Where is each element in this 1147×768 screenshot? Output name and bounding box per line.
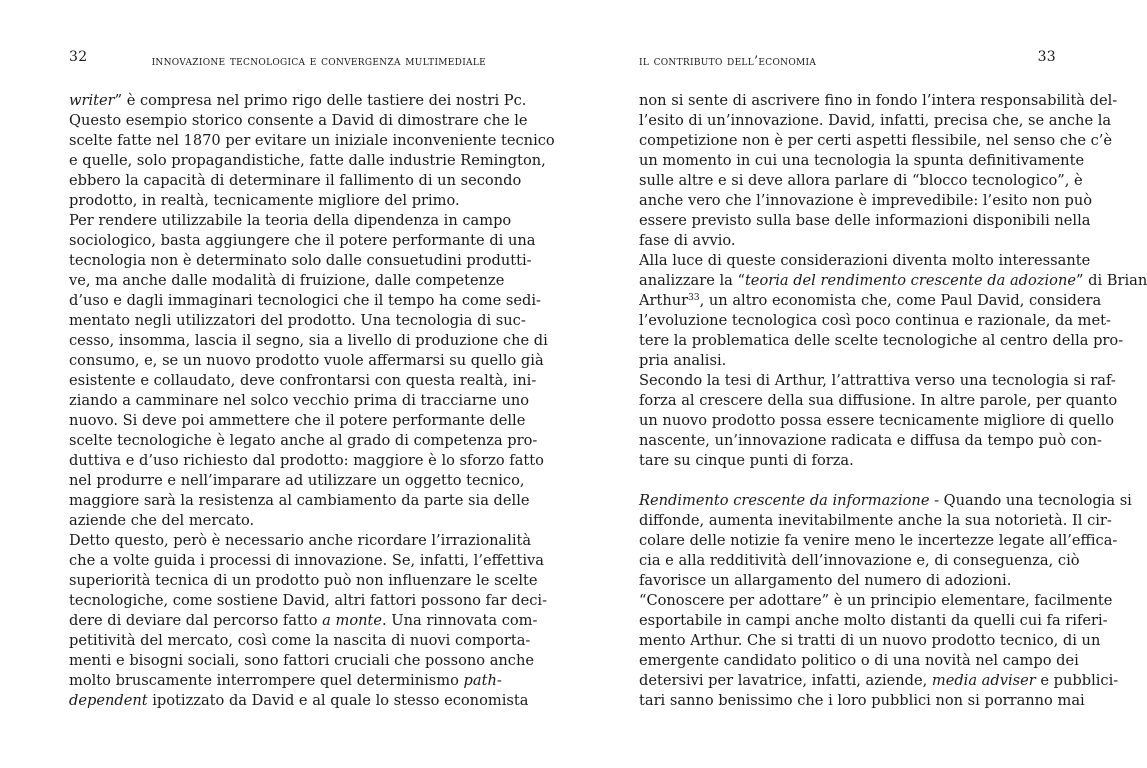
- right-text-line: Secondo la tesi di Arthur, l’attrattiva verso una tecnologia si raf-: [639, 372, 1116, 389]
- right-text-line: l’evoluzione tecnologica così poco continua e razionale, da met-: [639, 312, 1111, 329]
- right-text-line: tari sanno benissimo che i loro pubblici non si porranno mai: [639, 692, 1085, 709]
- left-page-header: [69, 50, 486, 70]
- left-text-line: Per rendere utilizzabile la teoria della dipendenza in campo: [69, 212, 512, 229]
- running-head: innovazione tecnologica e convergenza multimediale: [151, 54, 486, 69]
- right-text-line: anche vero che l’innovazione è imprevedibile: l’esito non può: [639, 192, 1093, 209]
- left-text-line: d’uso e dagli immaginari tecnologici che il tempo ha come sedi-: [69, 292, 541, 309]
- right-text-line: favorisce un allargamento del numero di adozioni.: [639, 572, 1012, 589]
- left-page: [69, 0, 555, 768]
- left-text-line: prodotto, in realtà, tecnicamente migliore del primo.: [69, 192, 460, 209]
- left-text-line: Questo esempio storico consente a David di dimostrare che le: [69, 112, 528, 129]
- right-text-line: sulle altre e si deve allora parlare di “blocco tecnologico”, è: [639, 172, 1083, 189]
- left-text-line: maggiore sarà la resistenza al cambiamento da parte sia delle: [69, 492, 530, 509]
- right-page-header: [639, 50, 1056, 70]
- left-text-line: dere di deviare dal percorso fatto a monte. Una rinnovata com-: [69, 612, 538, 629]
- left-text-line: duttiva e d’uso richiesto dal prodotto: maggiore è lo sforzo fatto: [69, 452, 544, 469]
- right-text-line: “Conoscere per adottare” è un principio elementare, facilmente: [639, 592, 1113, 609]
- right-text-line: Arthur$^{33}$, un altro economista che, come Paul David, considera: [639, 292, 1102, 309]
- right-text-line: un nuovo prodotto possa essere tecnicamente migliore di quello: [639, 412, 1115, 429]
- right-text-line: essere previsto sulla base delle informazioni disponibili nella: [639, 212, 1091, 229]
- right-text-line: Alla luce di queste considerazioni diventa molto interessante: [639, 252, 1091, 269]
- page-number: 32: [69, 49, 88, 65]
- left-text-line: scelte fatte nel 1870 per evitare un iniziale inconveniente tecnico: [69, 132, 555, 149]
- left-text-line: e quelle, solo propagandistiche, fatte dalle industrie Remington,: [69, 152, 546, 169]
- right-text-line: l’esito di un’innovazione. David, infatti, precisa che, se anche la: [639, 112, 1112, 129]
- right-text-line: detersivi per lavatrice, infatti, aziende, media adviser e pubblici-: [639, 672, 1119, 689]
- right-text-line: cia e alla redditività dell’innovazione e, di conseguenza, ciò: [639, 552, 1080, 569]
- right-text-line: fase di avvio.: [639, 232, 736, 249]
- left-text-line: tecnologia non è determinato solo dalle consuetudini produtti-: [69, 252, 532, 269]
- right-text-line: colare delle notizie fa venire meno le incertezze legate all’effica-: [639, 532, 1118, 549]
- right-text-line: non si sente di ascrivere fino in fondo l’intera responsabilità del-: [639, 92, 1118, 109]
- running-head: il contributo dell’economia: [639, 54, 817, 69]
- left-text-line: superiorità tecnica di un prodotto può non influenzare le scelte: [69, 572, 538, 589]
- left-text-line: dependent ipotizzato da David e al quale lo stesso economista: [69, 692, 529, 709]
- right-page: [639, 0, 1147, 768]
- page-number: 33: [1037, 49, 1056, 65]
- left-text-line: tecnologiche, come sostiene David, altri fattori possono far deci-: [69, 592, 548, 609]
- right-text-line: Rendimento crescente da informazione - Quando una tecnologia si: [639, 492, 1132, 509]
- left-text-line: scelte tecnologiche è legato anche al grado di competenza pro-: [69, 432, 538, 449]
- right-text-line: pria analisi.: [639, 352, 727, 369]
- right-text-line: nascente, un’innovazione radicata e diffusa da tempo può con-: [639, 432, 1102, 449]
- right-text-line: analizzare la “teoria del rendimento crescente da adozione” di Brian: [639, 272, 1147, 289]
- right-text-line: competizione non è per certi aspetti flessibile, nel senso che c’è: [639, 132, 1113, 149]
- left-text-line: cesso, insomma, lascia il segno, sia a livello di produzione che di: [69, 332, 548, 349]
- left-text-line: che a volte guida i processi di innovazione. Se, infatti, l’effettiva: [69, 552, 544, 569]
- left-text-line: esistente e collaudato, deve confrontarsi con questa realtà, ini-: [69, 372, 537, 389]
- right-text-line: forza al crescere della sua diffusione. In altre parole, per quanto: [639, 392, 1118, 409]
- left-text-line: sociologico, basta aggiungere che il potere performante di una: [69, 232, 536, 249]
- left-text-line: consumo, e, se un nuovo prodotto vuole affermarsi su quello già: [69, 352, 544, 369]
- left-text-line: Detto questo, però è necessario anche ricordare l’irrazionalità: [69, 532, 532, 549]
- right-text-line: emergente candidato politico o di una novità nel campo dei: [639, 652, 1079, 669]
- right-text-line: diffonde, aumenta inevitabilmente anche la sua notorietà. Il cir-: [639, 512, 1112, 529]
- left-text-line: petitività del mercato, così come la nascita di nuovi comporta-: [69, 632, 531, 649]
- left-text-line: ziando a camminare nel solco vecchio prima di tracciarne uno: [69, 392, 530, 409]
- left-text-line: aziende che del mercato.: [69, 512, 255, 529]
- left-text-line: mentato negli utilizzatori del prodotto. Una tecnologia di suc-: [69, 312, 526, 329]
- right-text-line: mento Arthur. Che si tratti di un nuovo prodotto tecnico, di un: [639, 632, 1101, 649]
- left-text-line: molto bruscamente interrompere quel determinismo path-: [69, 672, 502, 689]
- right-text-line: tere la problematica delle scelte tecnologiche al centro della pro-: [639, 332, 1124, 349]
- left-text-line: ve, ma anche dalle modalità di fruizione, dalle competenze: [69, 272, 505, 289]
- right-text-line: [639, 471, 1056, 491]
- left-text-line: ebbero la capacità di determinare il fallimento di un secondo: [69, 172, 522, 189]
- left-text-line: nuovo. Si deve poi ammettere che il potere performante delle: [69, 412, 526, 429]
- left-text-line: nel produrre e nell’imparare ad utilizzare un oggetto tecnico,: [69, 472, 525, 489]
- right-text-line: un momento in cui una tecnologia la spunta definitivamente: [639, 152, 1085, 169]
- right-text-line: tare su cinque punti di forza.: [639, 452, 854, 469]
- right-text-line: esportabile in campi anche molto distanti da quelli cui fa riferi-: [639, 612, 1108, 629]
- left-text-line: writer” è compresa nel primo rigo delle tastiere dei nostri Pc.: [69, 92, 527, 109]
- left-page-body: [69, 91, 555, 711]
- right-page-body: [639, 91, 1147, 711]
- left-text-line: menti e bisogni sociali, sono fattori cruciali che possono anche: [69, 652, 535, 669]
